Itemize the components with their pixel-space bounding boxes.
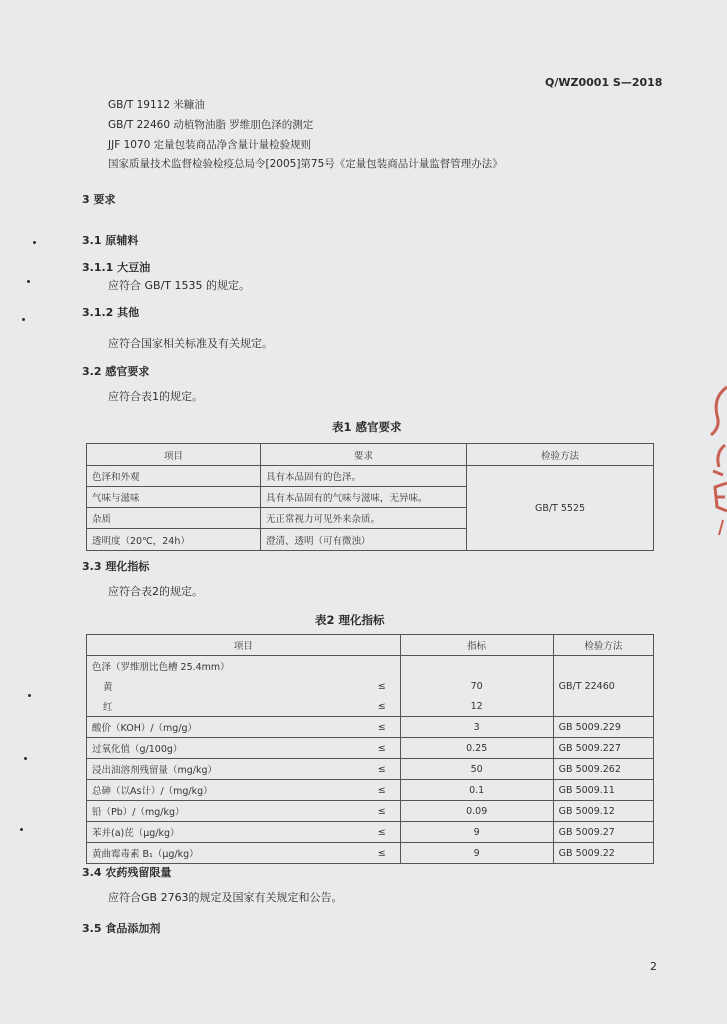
scan-speck [33, 241, 36, 244]
table-cell: 浸出油溶剂残留量（mg/kg） [87, 759, 348, 780]
table-cell: 苯并(a)芘（μg/kg） [87, 822, 348, 843]
table-row [87, 656, 654, 676]
table-cell: 气味与滋味 [87, 487, 261, 508]
table-cell: 澄清、透明（可有微浊） [261, 529, 467, 551]
table-cell: 杂质 [87, 508, 261, 529]
section-heading: 3.1.2 其他 [82, 306, 140, 319]
table-header: 指标 [400, 635, 553, 656]
table-cell: 70 [400, 676, 553, 697]
scan-speck [20, 828, 23, 831]
sensory-table [86, 443, 654, 551]
table-cell: 色泽（罗维朋比色槽 25.4mm） [87, 656, 401, 676]
section-heading: 3.5 食品添加剂 [82, 922, 161, 935]
table-cell: GB 5009.12 [553, 801, 653, 822]
table-cell: 黄曲霉毒素 B₁（μg/kg） [87, 843, 348, 864]
table-row [87, 759, 654, 780]
section-text: 应符合 GB/T 1535 的规定。 [108, 279, 250, 292]
table-cell: 无正常视力可见外来杂质。 [261, 508, 467, 529]
table-cell: ≤ [347, 676, 400, 697]
table-cell: 黄 [87, 676, 348, 697]
table-row [87, 466, 654, 487]
table-cell: ≤ [347, 822, 400, 843]
reference-line: GB/T 22460 动植物油脂 罗维朋色泽的测定 [108, 119, 314, 131]
section-heading: 3.2 感官要求 [82, 365, 150, 378]
section-text: 应符合表1的规定。 [108, 390, 203, 403]
table-cell: ≤ [347, 801, 400, 822]
scan-speck [24, 757, 27, 760]
table1-caption: 表1 感官要求 [332, 420, 402, 434]
table-cell: GB 5009.229 [553, 717, 653, 738]
reference-line: JJF 1070 定量包装商品净含量计量检验规则 [108, 139, 312, 151]
table-cell: 0.25 [400, 738, 553, 759]
section-text: 应符合国家相关标准及有关规定。 [108, 337, 273, 350]
section-heading: 3.3 理化指标 [82, 560, 150, 573]
table-cell: ≤ [347, 780, 400, 801]
table-cell [553, 697, 653, 717]
scan-speck [22, 318, 25, 321]
table-cell: 9 [400, 822, 553, 843]
page-number: 2 [650, 960, 657, 973]
section-heading: 3.1 原辅料 [82, 234, 139, 247]
reference-line: 国家质量技术监督检验检疫总局令[2005]第75号《定量包装商品计量监督管理办法》 [108, 158, 503, 170]
table-cell: 0.1 [400, 780, 553, 801]
table-cell: 总砷（以As计）/（mg/kg） [87, 780, 348, 801]
table-header: 要求 [261, 444, 467, 466]
table-cell: ≤ [347, 843, 400, 864]
section-heading: 3 要求 [82, 193, 116, 206]
table-cell [553, 656, 653, 676]
table-cell: ≤ [347, 759, 400, 780]
table-cell: 铅（Pb）/（mg/kg） [87, 801, 348, 822]
red-seal-stamp [707, 375, 727, 545]
section-heading: 3.4 农药残留限量 [82, 866, 172, 879]
table-cell: GB 5009.11 [553, 780, 653, 801]
table-header: 项目 [87, 444, 261, 466]
table-row [87, 717, 654, 738]
table-cell: 0.09 [400, 801, 553, 822]
scan-speck [28, 694, 31, 697]
table-row [87, 822, 654, 843]
table-cell: 具有本品固有的色泽。 [261, 466, 467, 487]
table-cell: GB 5009.22 [553, 843, 653, 864]
table-row [87, 780, 654, 801]
table-row [87, 676, 654, 697]
table-cell: ≤ [347, 738, 400, 759]
table-cell: 3 [400, 717, 553, 738]
table-cell: ≤ [347, 697, 400, 717]
table-cell: GB 5009.262 [553, 759, 653, 780]
doc-code: Q/WZ0001 S—2018 [545, 76, 663, 89]
table-cell: GB 5009.27 [553, 822, 653, 843]
table-cell: 红 [87, 697, 348, 717]
table-cell: 透明度（20℃，24h） [87, 529, 261, 551]
table-cell: GB 5009.227 [553, 738, 653, 759]
table-cell: 过氧化值（g/100g） [87, 738, 348, 759]
physicochemical-table [86, 634, 654, 864]
table-row [87, 843, 654, 864]
table-header: 检验方法 [467, 444, 654, 466]
table-cell: 酸价（KOH）/（mg/g） [87, 717, 348, 738]
table-cell: 50 [400, 759, 553, 780]
table-cell: 9 [400, 843, 553, 864]
section-heading: 3.1.1 大豆油 [82, 261, 151, 274]
table-row [87, 697, 654, 717]
table-header: 检验方法 [553, 635, 653, 656]
section-text: 应符合GB 2763的规定及国家有关规定和公告。 [108, 891, 343, 904]
table-cell: ≤ [347, 717, 400, 738]
table-row [87, 801, 654, 822]
table-row [87, 738, 654, 759]
table-cell: 色泽和外观 [87, 466, 261, 487]
table-cell: GB/T 22460 [553, 676, 653, 697]
scan-speck [27, 280, 30, 283]
section-text: 应符合表2的规定。 [108, 585, 203, 598]
table-header: 项目 [87, 635, 401, 656]
table-cell: 具有本品固有的气味与滋味，无异味。 [261, 487, 467, 508]
reference-line: GB/T 19112 米糠油 [108, 99, 205, 111]
table2-caption: 表2 理化指标 [315, 613, 385, 627]
table-cell [400, 656, 553, 676]
table-cell: 12 [400, 697, 553, 717]
table-cell: GB/T 5525 [467, 466, 654, 551]
